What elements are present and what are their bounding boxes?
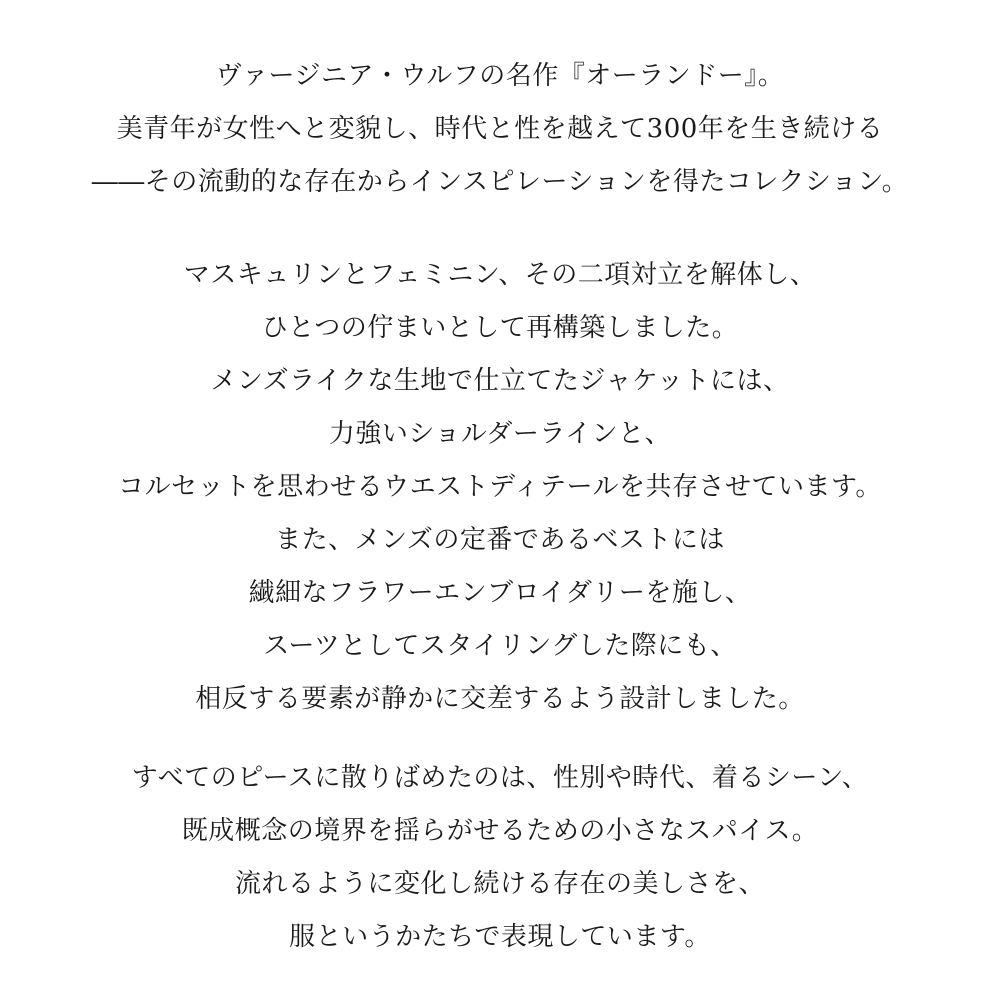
text-line: 美青年が女性へと変貌し、時代と性を越えて300年を生き続ける (116, 114, 884, 144)
text-line: 既成概念の境界を揺らがせるための小さなスパイス。 (181, 816, 819, 846)
text-line: 流れるように変化し続ける存在の美しさを、 (234, 869, 765, 899)
text-line: メンズライクな生地で仕立てたジャケットには、 (210, 366, 790, 396)
text-line: 繊細なフラワーエンブロイダリーを施し、 (248, 578, 752, 608)
text-line: 服というかたちで表現しています。 (289, 922, 711, 952)
text-line: 相反する要素が静かに交差するよう設計しました。 (195, 684, 805, 714)
text-line: また、メンズの定番であるベストには (275, 525, 725, 555)
text-line: ――その流動的な存在からインスピレーションを得たコレクション。 (91, 167, 909, 197)
text-line: スーツとしてスタイリングした際にも、 (263, 631, 737, 661)
text-line: コルセットを思わせるウエストディテールを共存させています。 (118, 472, 882, 502)
text-line: マスキュリンとフェミニン、その二項対立を解体し、 (183, 260, 817, 290)
text-line: すべてのピースに散りばめたのは、性別や時代、着るシーン、 (131, 763, 869, 793)
text-line: ひとつの佇まいとして再構築しました。 (261, 313, 739, 343)
text-line: ヴァージニア・ウルフの名作『オーランドー』。 (215, 61, 785, 91)
text-line: 力強いショルダーラインと、 (328, 419, 672, 449)
